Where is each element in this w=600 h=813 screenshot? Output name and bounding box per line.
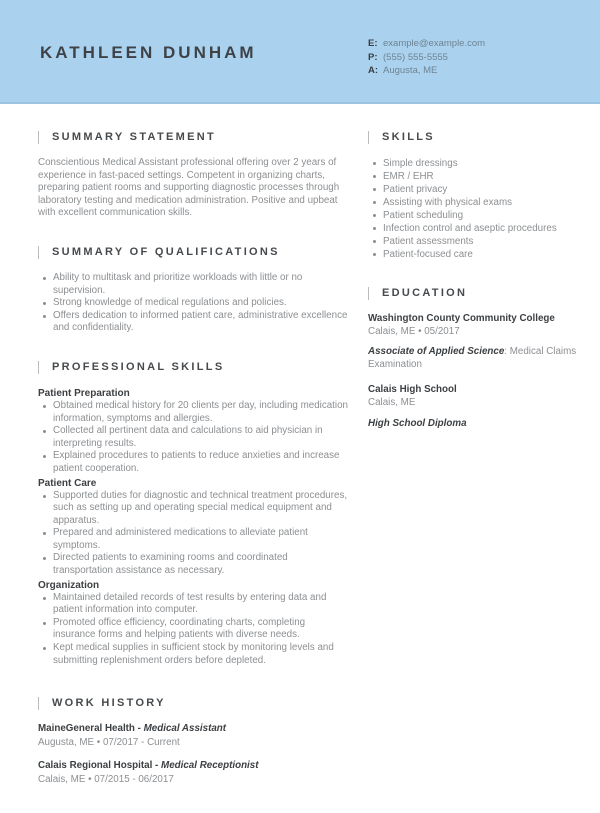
job-headline <box>38 760 350 773</box>
bullet-icon <box>43 302 46 305</box>
bullet-icon <box>43 622 46 625</box>
skill-group-patient-care <box>38 477 350 578</box>
list-item <box>38 400 350 425</box>
content-columns <box>0 104 600 813</box>
degree-detail: : Medical Claims Examination <box>368 346 577 370</box>
skill-group-title: Organization <box>38 579 100 591</box>
list-item <box>368 209 582 222</box>
bullet-text: Collected all pertinent data and calculations to aid physician in interpreting results. <box>53 425 323 449</box>
bullet-text: Prepared and administered medications to alleviate patient symptoms. <box>53 527 308 551</box>
bullet-text: Offers dedication to informed patient care, administrative excellence and confidentiality. <box>53 309 348 334</box>
bullet-text: Kept medical supplies in sufficient stock by monitoring levels and submitting replenishment orders before depleted. <box>53 642 334 666</box>
job-meta: Augusta, ME • 07/2017 - Current <box>38 736 180 748</box>
degree-line <box>368 418 582 431</box>
email-label: E: <box>368 38 378 49</box>
list-item <box>368 157 582 170</box>
email-value: example@example.com <box>383 38 486 49</box>
bullet-icon <box>373 175 376 178</box>
bullet-text: Promoted office efficiency, coordinating charts, completing insurance forms and helping patients with diverse needs. <box>53 616 306 641</box>
education-heading: EDUCATION <box>368 287 582 300</box>
list-item <box>368 183 582 196</box>
left-column <box>38 131 350 813</box>
skills-heading: SKILLS <box>368 131 582 144</box>
list-item <box>38 425 350 450</box>
bullet-text: EMR / EHR <box>383 171 434 182</box>
job-separator: - <box>134 723 144 735</box>
phone-value: (555) 555-5555 <box>383 51 448 63</box>
section-work-history <box>38 697 350 786</box>
header-band <box>0 0 600 104</box>
list-item <box>38 310 350 335</box>
job-entry <box>38 760 350 786</box>
education-meta: Calais, ME <box>368 396 416 408</box>
list-item <box>38 490 350 528</box>
job-employer: Calais Regional Hospital <box>38 760 153 772</box>
bullet-text: Patient privacy <box>383 184 448 195</box>
bullet-icon <box>43 455 46 458</box>
list-item <box>38 617 350 642</box>
education-entry <box>368 384 582 430</box>
bullet-text: Infection control and aseptic procedures <box>383 223 557 234</box>
qualifications-list <box>38 272 350 335</box>
bullet-icon <box>43 495 46 498</box>
professional-skills-heading: PROFESSIONAL SKILLS <box>38 361 350 374</box>
bullet-text: Ability to multitask and prioritize workloads with little or no supervision. <box>53 271 303 296</box>
address-value: Augusta, ME <box>383 65 438 76</box>
skills-list <box>368 157 582 261</box>
education-meta: Calais, ME • 05/2017 <box>368 325 460 337</box>
bullet-icon <box>373 214 376 217</box>
bullet-text: Assisting with physical exams <box>383 197 513 208</box>
bullet-text: Patient scheduling <box>383 210 464 221</box>
summary-statement-text: Conscientious Medical Assistant professional offering over 2 years of experience in fast-paced settings. Competent in organizing charts, preparing patient rooms and supporting diagnostic processes through laboratory testing and medication administration. Positive and upbeat with excellent communication skills. <box>38 157 340 219</box>
bullet-icon <box>373 227 376 230</box>
list-item <box>368 248 582 261</box>
contact-row-phone <box>368 51 485 65</box>
contact-block <box>368 37 485 78</box>
list-item <box>368 170 582 183</box>
education-entry <box>368 313 582 371</box>
list-item <box>368 235 582 248</box>
bullet-text: Obtained medical history for 20 clients per day, including medication information, symptoms and allergies. <box>53 399 348 424</box>
skill-group-title: Patient Preparation <box>38 387 130 399</box>
school-name: Calais High School <box>368 384 457 396</box>
address-label: A: <box>368 65 379 76</box>
job-employer: MaineGeneral Health <box>38 723 135 735</box>
bullet-text: Supported duties for diagnostic and technical treatment procedures, such as setting up and operating special medical equipment and apparatus. <box>53 489 348 526</box>
bullet-icon <box>373 188 376 191</box>
bullet-text: Explained procedures to patients to reduce anxieties and increase patient cooperation. <box>53 450 340 474</box>
right-column <box>368 131 582 813</box>
job-title: Medical Assistant <box>143 723 227 735</box>
list-item <box>38 297 350 310</box>
bullet-icon <box>43 647 46 650</box>
list-item <box>38 642 350 667</box>
candidate-name: KATHLEEN DUNHAM <box>40 43 257 62</box>
bullet-text: Directed patients to examining rooms and coordinated transportation assistance as necessary. <box>53 552 288 577</box>
qualifications-heading: SUMMARY OF QUALIFICATIONS <box>38 246 350 259</box>
section-skills <box>368 131 582 261</box>
bullet-icon <box>43 430 46 433</box>
degree-name: High School Diploma <box>368 417 467 429</box>
job-meta: Calais, ME • 07/2015 - 06/2017 <box>38 774 174 785</box>
skill-group-organization <box>38 579 350 668</box>
job-separator: - <box>152 760 162 772</box>
bullet-icon <box>373 201 376 204</box>
list-item <box>368 196 582 209</box>
bullet-text: Maintained detailed records of test results by entering data and patient information into computer. <box>53 591 327 616</box>
degree-name: Associate of Applied Science <box>368 346 505 358</box>
skill-group-title: Patient Care <box>38 477 97 489</box>
section-education <box>368 287 582 430</box>
bullet-text: Strong knowledge of medical regulations and policies. <box>53 297 287 309</box>
job-title: Medical Receptionist <box>161 760 259 772</box>
bullet-icon <box>43 405 46 408</box>
list-item <box>38 527 350 552</box>
bullet-text: Simple dressings <box>383 158 458 169</box>
bullet-text: Patient assessments <box>383 236 474 247</box>
list-item <box>38 272 350 297</box>
section-summary-statement <box>38 131 350 220</box>
list-item <box>38 552 350 577</box>
section-qualifications <box>38 246 350 335</box>
bullet-icon <box>43 557 46 560</box>
work-history-heading: WORK HISTORY <box>38 697 350 710</box>
list-item <box>38 592 350 617</box>
bullet-icon <box>43 597 46 600</box>
list-item <box>368 222 582 235</box>
contact-row-address <box>368 64 485 78</box>
list-item <box>38 450 350 475</box>
bullet-icon <box>43 277 46 280</box>
section-professional-skills <box>38 361 350 667</box>
bullet-icon <box>373 162 376 165</box>
phone-label: P: <box>368 51 378 63</box>
job-entry <box>38 723 350 749</box>
bullet-text: Patient-focused care <box>383 249 473 260</box>
bullet-icon <box>43 532 46 535</box>
skill-group-patient-preparation <box>38 387 350 476</box>
school-name: Washington County Community College <box>368 313 555 324</box>
summary-statement-heading: SUMMARY STATEMENT <box>38 131 350 144</box>
bullet-icon <box>43 315 46 318</box>
degree-line <box>368 346 582 371</box>
contact-row-email <box>368 37 485 51</box>
bullet-icon <box>373 253 376 256</box>
job-headline <box>38 723 350 736</box>
bullet-icon <box>373 240 376 243</box>
